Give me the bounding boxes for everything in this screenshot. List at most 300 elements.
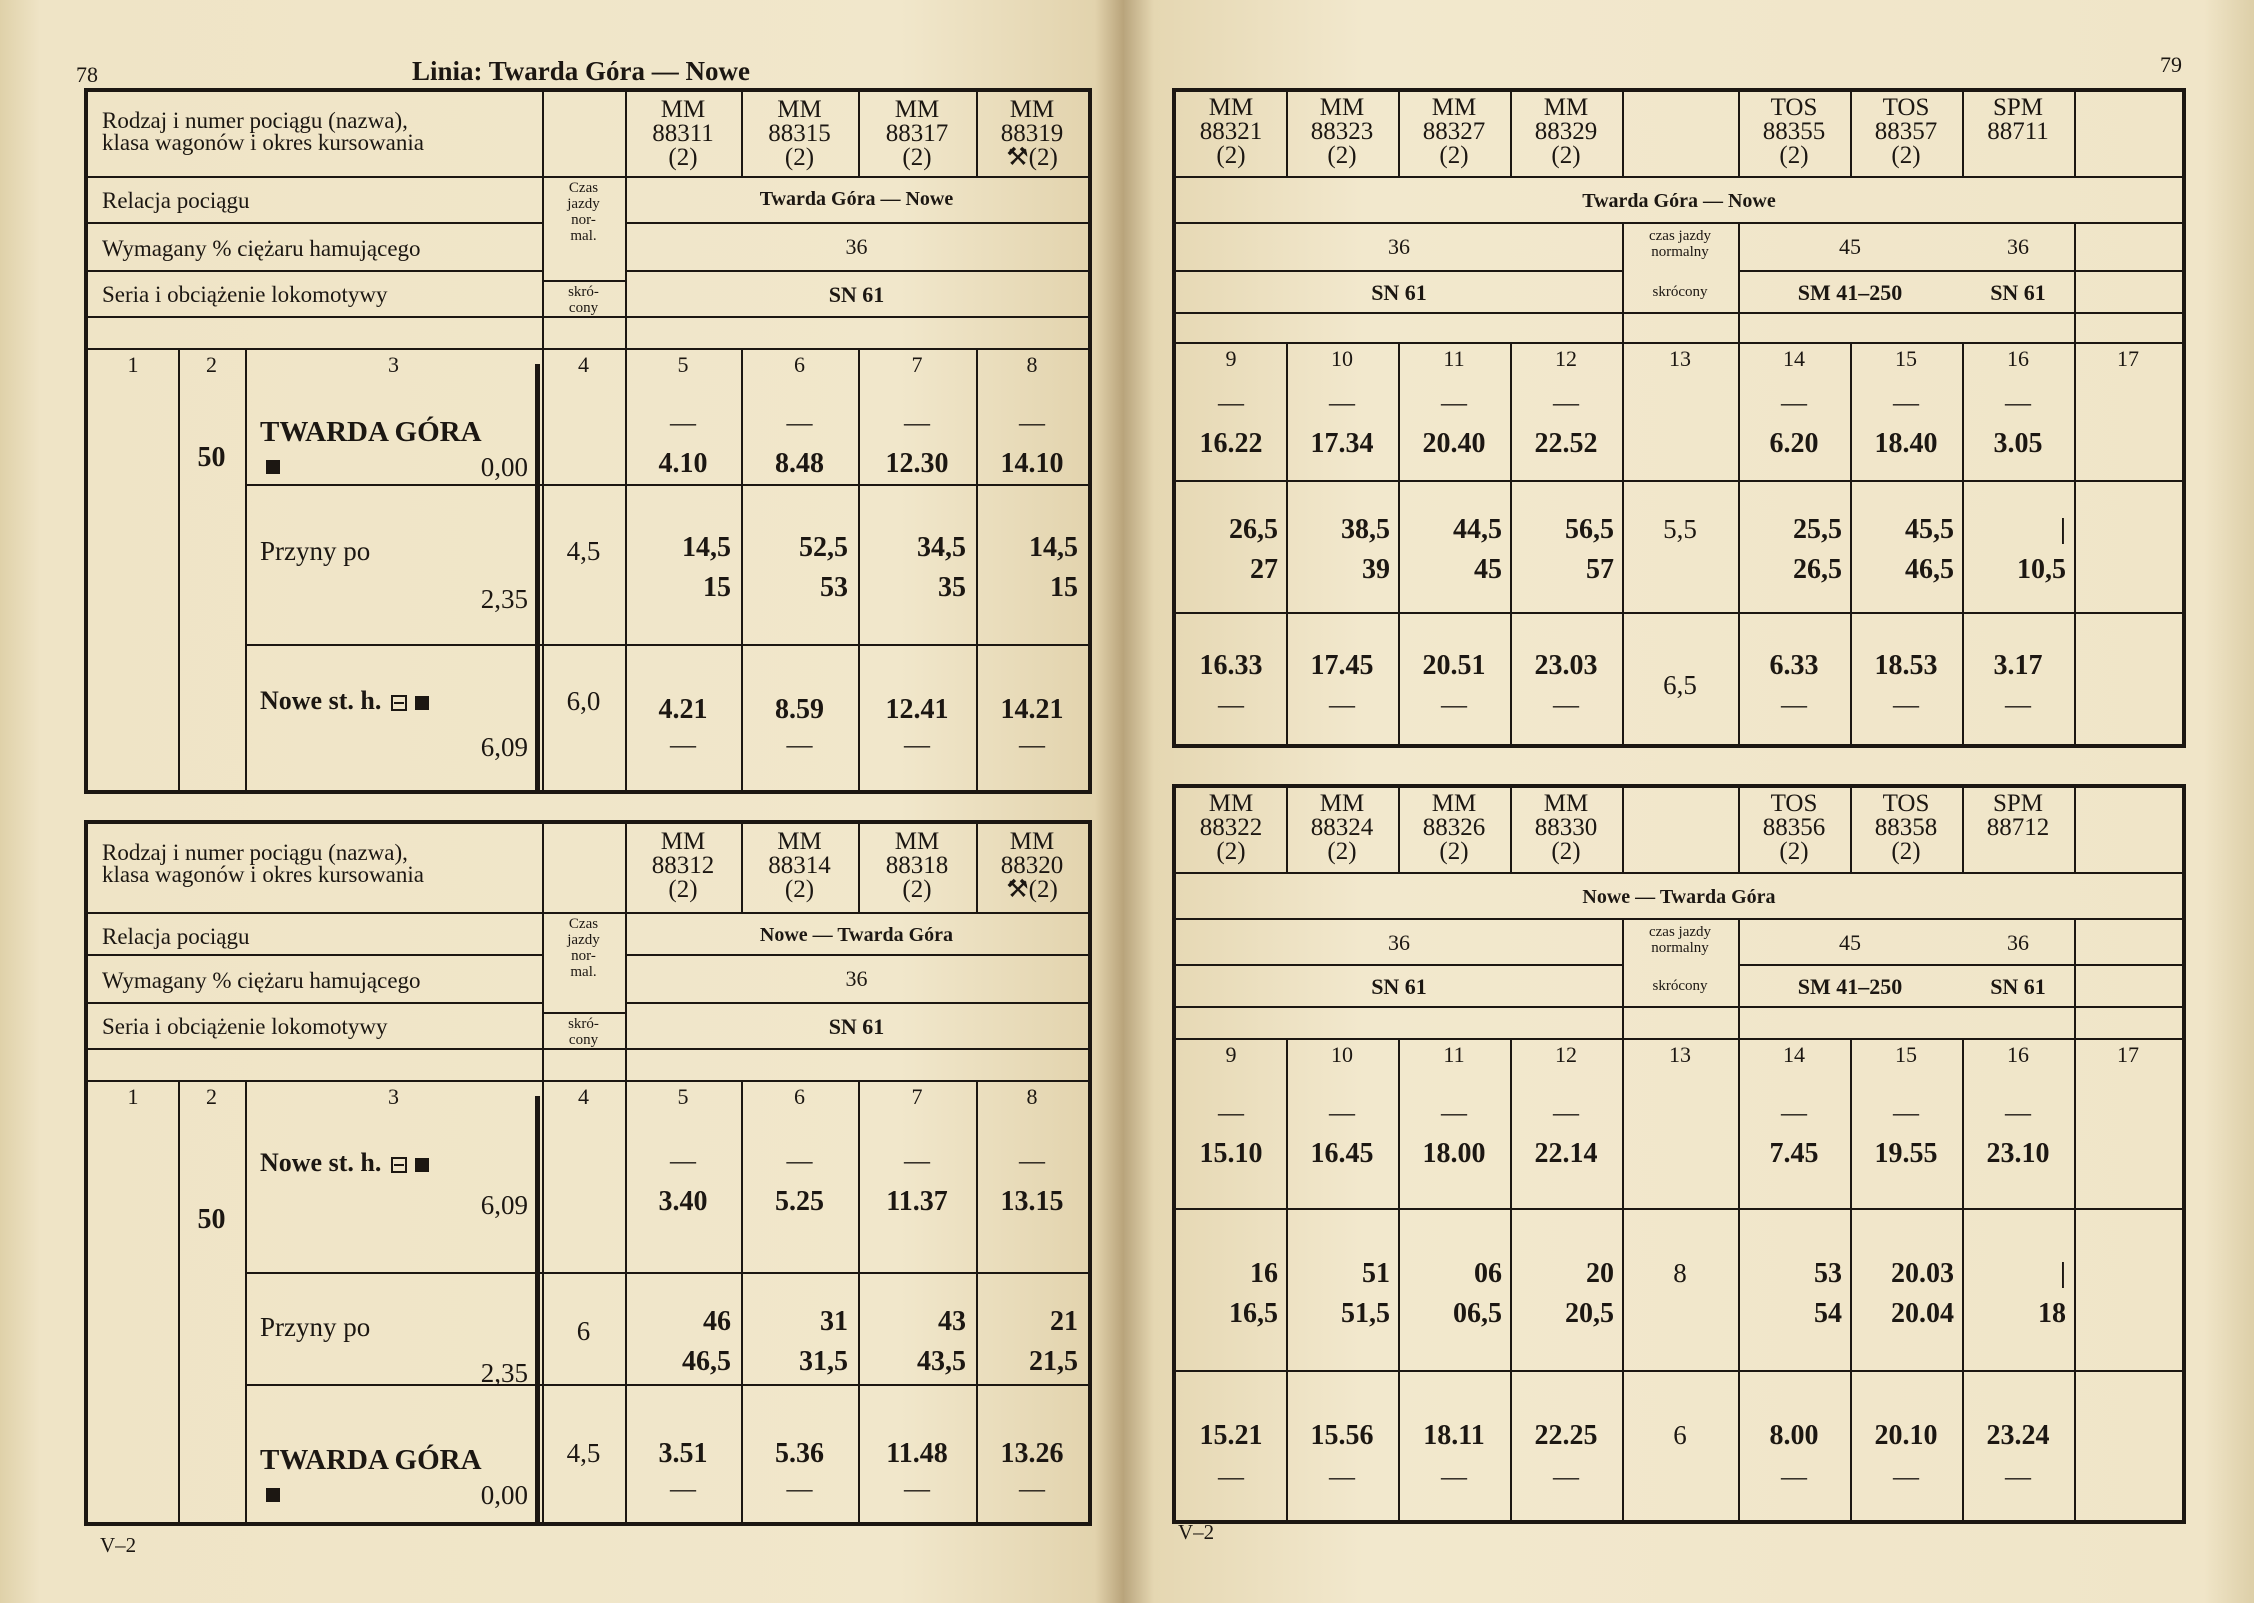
train-header-88312 [625,830,741,902]
train-number: 88314 [768,852,831,879]
rule [2074,788,2076,872]
time-cell: 3.17 [1993,650,2043,681]
braking-value: 36 [845,966,868,991]
train-header [1850,792,1962,864]
relation-value: Nowe — Twarda Góra [759,924,954,946]
train-class: (2) [902,876,932,903]
time-cell: 20.40 [1422,428,1486,459]
train-class: (2) [1439,838,1469,865]
train-number: 88318 [885,852,949,879]
time-cell: — [1441,1098,1467,1127]
relation-label: Relacja pociągu [102,188,250,213]
train-number: 88322 [1199,814,1263,841]
column-number: 13 [1669,346,1691,371]
column-number: 3 [388,1084,399,1109]
braking-value: 36 [2007,234,2029,259]
train-class: (2) [1216,838,1246,865]
column-number: 9 [1225,1042,1237,1067]
time-cell: 57 [1586,554,1614,585]
rule [88,912,1088,914]
station-name [260,1148,429,1178]
train-type: TOS [1770,790,1818,817]
time-cell: 34,5 [917,532,966,563]
train-class: (2) [668,876,698,903]
train-kind-label: Rodzaj i numer pociągu (nazwa), [102,108,408,133]
hammer-pick-icon: ⚒ [1006,144,1029,171]
rule [2074,1038,2076,1520]
column-number: 8 [1026,1084,1038,1109]
time-cell: 15 [1050,572,1078,603]
time-cell: — [2005,388,2031,417]
rule [178,1080,180,1526]
braking-value: 36 [2007,930,2029,955]
train-kind-label: Rodzaj i numer pociągu (nazwa), [102,840,408,865]
time-cell: 51,5 [1341,1298,1390,1329]
time-cell: 6.33 [1769,650,1819,681]
station-name-text: Nowe st. h. [260,1148,382,1177]
time-cell: 20.04 [1891,1298,1954,1329]
time-cell: — [1218,388,1244,417]
column-number: 2 [206,1084,217,1109]
time-normal-label [1622,924,1738,956]
column-number: 6 [794,352,805,377]
time-cell: 15.21 [1199,1420,1263,1451]
column-number: 1 [127,1084,139,1109]
time-normal-line: Czas [568,180,599,196]
rule [88,222,542,224]
rule [2074,918,2076,1046]
column-number: 12 [1555,346,1577,371]
time-cell: 20 [1586,1258,1614,1289]
time-cell: — [1553,388,1579,417]
time-cell: 26,5 [1793,554,1842,585]
rule [88,1002,542,1004]
loco-value: SM 41–250 [1797,280,1903,305]
station-km: 0,00 [480,1480,528,1510]
train-type: MM [1009,96,1055,123]
time-cell: — [2005,690,2031,719]
column-number: 3 [388,352,399,377]
time-cell: 46,5 [1905,554,1954,585]
station-name-text: TWARDA GÓRA [260,1444,482,1476]
time-cell: — [1019,730,1045,759]
time-normal-line: mal. [570,964,597,980]
column-number: 2 [206,352,217,377]
train-class: (2) [1891,142,1921,169]
train-class: (2) [902,144,932,171]
footer-right: V–2 [1178,1520,1215,1544]
time-cell: — [904,1474,930,1503]
rule [1176,342,2182,344]
train-header [1286,96,1398,168]
rule [88,348,1088,350]
train-class: (2) [1891,838,1921,865]
rule [1176,480,2182,482]
train-class: (2) [1216,142,1246,169]
time-cell: 43 [938,1306,966,1337]
time-cell: 20.10 [1874,1420,1938,1451]
time-cell: 22.14 [1534,1138,1598,1169]
station-name-text: Nowe st. h. [260,686,382,715]
rule [245,484,1088,486]
time-cell: 3.40 [658,1186,708,1217]
time-cell: 23.24 [1986,1420,2050,1451]
time-cell: — [786,1474,813,1503]
time-cell: 23.10 [1986,1138,2050,1169]
train-class: (2) [1028,144,1058,171]
station-name [260,536,370,567]
hammer-pick-icon: ⚒ [1006,876,1029,903]
time-cell: — [1441,388,1467,417]
time-cell: 16.45 [1310,1138,1374,1169]
train-number: 88356 [1762,814,1826,841]
time-cell: — [1893,1462,1919,1491]
time-cell: 43,5 [917,1346,966,1377]
train-class-line [858,878,976,902]
station-km: 6,09 [480,1190,528,1220]
rule [542,280,625,282]
time-cell: — [786,408,813,437]
train-type: MM [1319,790,1365,817]
time-cell: 15.10 [1199,1138,1263,1169]
time-cell: — [1329,690,1355,719]
rule [2074,92,2076,176]
train-type: MM [1208,790,1254,817]
time-short-line: skró- [568,1016,599,1032]
time-cell: — [1781,1462,1807,1491]
train-class: (2) [1551,838,1581,865]
loco-value: SM 41–250 [1797,974,1903,999]
train-type: MM [894,96,940,123]
timetable-right-bottom [1172,784,2186,1524]
time-cell: — [2005,1462,2031,1491]
braking-value: 36 [845,234,868,259]
time-short-label: skrócony [1652,284,1708,300]
train-number: 88320 [1000,852,1064,879]
station-facility-icon [391,1157,407,1173]
time-cell: 19.55 [1874,1138,1938,1169]
footer-left: V–2 [100,1533,137,1557]
rule [625,222,1088,224]
time-cell: — [1218,690,1244,719]
time-cell: 11.37 [886,1186,948,1217]
station-facility-icon [391,695,407,711]
train-header [1962,96,2074,144]
train-type: TOS [1882,94,1930,121]
train-number: 88311 [652,120,714,147]
rule [1176,612,2182,614]
train-type: MM [660,96,706,123]
time-cell: — [1781,1098,1807,1127]
station-name-text: Przyny po [260,536,371,566]
rule [1176,222,2182,224]
train-class: (2) [1779,142,1809,169]
rule [88,316,1088,318]
train-number: 88330 [1534,814,1598,841]
time-short-line: skró- [568,284,599,300]
time-cell: 3.51 [658,1438,708,1469]
rule [1622,788,1624,872]
time-cell: — [1329,1462,1355,1491]
column-number: 11 [1443,346,1465,371]
time-cell: 16.33 [1199,650,1263,681]
run-time: 6 [576,1316,591,1346]
time-short-label: skrócony [1652,978,1708,994]
loco-label: Seria i obciążenie lokomotywy [102,282,388,307]
time-cell: — [786,730,813,759]
train-header-88317 [858,98,976,170]
time-cell: 18.40 [1874,428,1938,459]
train-number: 88323 [1310,118,1374,145]
time-cell: 35 [938,572,966,603]
train-class: (2) [1327,142,1357,169]
column-number: 1 [127,352,139,377]
train-class: (2) [784,876,815,903]
time-cell: 13.26 [1000,1438,1064,1469]
train-header [1962,792,2074,840]
time-cell: 6,5 [1663,670,1697,700]
time-cell: 25,5 [1793,514,1842,545]
time-cell: | [2059,1258,2066,1289]
relation-label: Relacja pociągu [102,924,250,949]
time-normal-line: Czas [568,916,599,932]
train-number: 88357 [1874,118,1938,145]
time-cell: 5,5 [1663,514,1697,544]
time-short-label [542,1016,625,1048]
rule [625,1002,1088,1004]
time-cell: — [1019,1474,1045,1503]
time-cell: 17.34 [1310,428,1374,459]
train-class: (2) [1439,142,1469,169]
time-cell: 20.03 [1891,1258,1954,1289]
rule [2074,222,2076,350]
train-class: (2) [1551,142,1581,169]
train-number: 88355 [1762,118,1826,145]
rule [625,954,1088,956]
time-cell: 8 [1673,1258,1687,1288]
time-cell: 18.53 [1874,650,1938,681]
time-cell: — [1553,1098,1579,1127]
run-time: 6,0 [566,686,601,716]
time-cell: 52,5 [799,532,848,563]
rule [535,364,540,794]
column-number: 12 [1555,1042,1577,1067]
column-number: 17 [2117,346,2139,371]
station-name-text: TWARDA GÓRA [260,416,482,448]
loco-value: SN 61 [1990,974,2046,999]
time-cell: 22.25 [1534,1420,1598,1451]
station-square-icon [415,696,429,710]
time-cell: 20,5 [1565,1298,1614,1329]
train-class-line [858,146,976,170]
train-type: MM [1543,790,1589,817]
time-cell: 14,5 [682,532,731,563]
train-header-88315 [741,98,858,170]
time-cell: 38,5 [1341,514,1390,545]
time-cell: 14,5 [1029,532,1078,563]
time-cell: 31,5 [799,1346,848,1377]
train-header [1398,792,1510,864]
time-cell: 23.03 [1534,650,1598,681]
time-cell: — [1781,690,1807,719]
time-cell: 16 [1250,1258,1278,1289]
time-short-line: cony [568,1032,599,1048]
rule [1176,1006,2182,1008]
station-square-icon [266,1488,280,1502]
time-cell: 21,5 [1029,1346,1078,1377]
column-number: 4 [578,352,589,377]
time-cell: 53 [1814,1258,1842,1289]
train-class: (2) [1327,838,1357,865]
time-cell: 15 [703,572,731,603]
time-cell: — [1218,1462,1244,1491]
train-header-88311 [625,98,741,170]
time-cell: 6.20 [1769,428,1819,459]
loco-label: Seria i obciążenie lokomotywy [102,1014,388,1039]
time-cell: 12.41 [885,694,949,725]
running-title: Linia: Twarda Góra — Nowe [412,56,751,86]
column-number: 10 [1331,1042,1353,1067]
time-cell: 22.52 [1534,428,1598,459]
braking-value: 45 [1839,930,1861,955]
time-normal-label [542,916,625,980]
train-class-line [625,146,741,170]
station-square-icon [266,460,280,474]
rule [88,1080,1088,1082]
time-cell: 45,5 [1905,514,1954,545]
rule [88,176,1088,178]
time-cell: — [1893,690,1919,719]
page-number-left: 78 [76,62,98,87]
rule [1176,964,1622,966]
time-cell: — [670,1474,696,1503]
time-normal-line: nor- [571,948,596,964]
loco-value: SN 61 [1371,280,1427,305]
time-normal-line: jazdy [567,932,600,948]
braking-value: 36 [1388,234,1410,259]
time-short-label [542,284,625,316]
rule [625,270,1088,272]
time-cell: — [1329,1098,1355,1127]
station-name [260,1444,482,1477]
page-number-right: 79 [2160,52,2182,77]
column-number: 16 [2007,346,2029,371]
train-class-line [625,878,741,902]
relation-value: Twarda Góra — Nowe [1582,190,1776,212]
rule [2074,342,2076,744]
station-km: 0,00 [480,452,528,482]
train-class: (2) [668,144,698,171]
column-number: 6 [794,1084,805,1109]
time-cell: 31 [820,1306,848,1337]
time-cell: 6 [1673,1420,1687,1450]
time-cell: — [1329,388,1355,417]
time-cell: — [1019,408,1045,437]
time-cell: 4.21 [658,694,708,725]
time-cell: 06 [1474,1258,1502,1289]
column-number: 14 [1783,346,1805,371]
time-cell: 18.00 [1422,1138,1486,1169]
loco-value: SN 61 [1990,280,2046,305]
column-number: 8 [1026,352,1038,377]
train-type: MM [777,828,822,855]
train-class: (2) [1028,876,1058,903]
train-number: 88327 [1422,118,1486,145]
run-time: 4,5 [566,536,601,566]
train-type: MM [777,96,822,123]
train-number: 88326 [1422,814,1486,841]
time-cell: — [1781,388,1807,417]
train-type: MM [660,828,706,855]
time-normal-line: mal. [570,228,597,244]
time-cell: 39 [1362,554,1390,585]
time-cell: — [670,730,696,759]
rule [1176,1370,2182,1372]
time-cell: — [1218,1098,1244,1127]
station-name-text: Przyny po [260,1312,371,1342]
rule [88,270,542,272]
train-header-88320 [976,830,1088,902]
rule [1176,176,2182,178]
train-type: MM [894,828,940,855]
time-cell: 16.22 [1199,428,1263,459]
train-header [1850,96,1962,168]
relation-value: Nowe — Twarda Góra [1582,886,1776,908]
time-cell: 18.11 [1423,1420,1485,1451]
column-number: 4 [578,1084,589,1109]
time-normal-line: normalny [1651,940,1709,956]
rule [1176,918,2182,920]
column-number: 13 [1669,1042,1691,1067]
train-header [1286,792,1398,864]
time-cell: 46,5 [682,1346,731,1377]
time-normal-label [542,180,625,244]
time-cell: 4.10 [658,448,708,479]
time-cell: 46 [703,1306,731,1337]
train-type: MM [1543,94,1589,121]
rule [1176,1208,2182,1210]
train-number: 88711 [1987,118,2049,145]
train-number: 88329 [1534,118,1598,145]
time-cell: 8.59 [775,694,824,725]
time-cell: 44,5 [1453,514,1502,545]
time-cell: 11.48 [886,1438,948,1469]
train-header [1398,96,1510,168]
train-type: MM [1431,790,1477,817]
column-number: 11 [1443,1042,1465,1067]
time-cell: 15.56 [1310,1420,1374,1451]
braking-label: Wymagany % ciężaru hamującego [102,236,421,261]
column-number: 14 [1783,1042,1805,1067]
time-cell: — [2005,1098,2031,1127]
time-cell: — [1893,388,1919,417]
train-number: 88315 [768,120,831,147]
time-cell: 14.21 [1000,694,1064,725]
column-number: 5 [677,1084,689,1109]
time-cell: 10,5 [2017,554,2066,585]
column-number: 15 [1895,346,1917,371]
braking-value: 45 [1839,234,1861,259]
time-cell: 20.51 [1422,650,1486,681]
train-header [1510,96,1622,168]
loco-value: SN 61 [828,282,885,307]
time-cell: 16,5 [1229,1298,1278,1329]
train-header [1738,792,1850,864]
time-cell: 13.15 [1000,1186,1064,1217]
rule [245,1272,1088,1274]
time-cell: 27 [1250,554,1278,585]
rule [1738,270,2182,272]
